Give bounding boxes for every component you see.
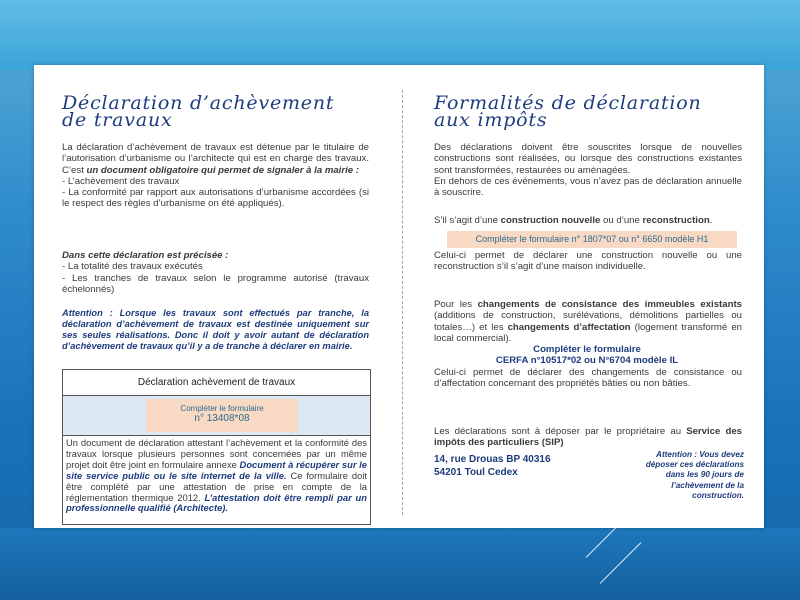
left-bullet: - La totalité des travaux exécutés bbox=[62, 261, 203, 273]
case1-text-e: . bbox=[709, 215, 713, 226]
address-line2: 54201 Toul Cedex bbox=[434, 467, 518, 478]
form1-badge: Compléter le formulaire n° 1807*07 ou n° 6650 modèle H1 bbox=[447, 231, 737, 248]
box-text-c: Ce formulaire doit être complété par une attestation de prise en compte de la réglementation thermique 2012. bbox=[66, 469, 368, 503]
top-band bbox=[0, 0, 800, 70]
form2-line1: Compléter le formulaire bbox=[533, 344, 641, 355]
column-divider bbox=[402, 90, 403, 515]
case2-text-d: changements d’affectation bbox=[507, 321, 631, 333]
right-intro bbox=[434, 142, 742, 198]
right-case1 bbox=[434, 215, 742, 226]
deposit-text-b: Service des impôts des particuliers (SIP) bbox=[434, 426, 743, 449]
left-title-line1: Déclaration d’achèvement bbox=[62, 92, 335, 114]
bottom-band bbox=[0, 528, 800, 600]
form2-description: Celui-ci permet de déclarer des changements de consistance ou d’affectation concernant des propriétés bâties ou non bâties. bbox=[434, 367, 742, 390]
box-text-b: Document à récupérer sur le site service public ou le site internet de la ville. bbox=[66, 458, 367, 481]
right-title bbox=[434, 92, 702, 131]
case2-text-a: Pour les bbox=[434, 299, 478, 310]
case1-text-b: construction nouvelle bbox=[500, 215, 601, 226]
left-bullet: - L’achèvement des travaux bbox=[62, 175, 180, 187]
left-intro bbox=[62, 142, 369, 210]
deposit-info bbox=[434, 426, 742, 449]
deposit-text-a: Les déclarations sont à déposer par le propriétaire au bbox=[434, 426, 687, 437]
form1-description: Celui-ci permet de déclarer une construction nouvelle ou une reconstruction s’il s’agit d’une maison individuelle. bbox=[434, 250, 742, 273]
box-description bbox=[66, 438, 367, 514]
box-text-d: L’attestation doit être rempli par un professionnelle qualifié (Architecte). bbox=[66, 491, 367, 514]
completion-declaration-box bbox=[62, 369, 371, 525]
tax-office-address bbox=[434, 453, 551, 479]
case1-text-d: reconstruction bbox=[642, 215, 710, 226]
case2-text-e: (logement transformé en local commercial). bbox=[434, 321, 742, 344]
form-badge-line1: Compléter le formulaire bbox=[180, 404, 264, 413]
form-badge-line2: n° 13408*08 bbox=[194, 413, 250, 424]
left-title bbox=[62, 92, 335, 131]
form2-reference bbox=[434, 344, 740, 367]
form2-line2: CERFA n°10517*02 ou N°6704 modèle IL bbox=[495, 355, 679, 367]
left-title-line2: de travaux bbox=[62, 109, 173, 131]
case1-text-c: ou d’une bbox=[600, 215, 643, 226]
address-line1: 14, rue Drouas BP 40316 bbox=[434, 454, 551, 465]
left-precise bbox=[62, 250, 369, 295]
right-title-line2: aux impôts bbox=[434, 109, 548, 131]
right-title-line1: Formalités de déclaration bbox=[434, 92, 702, 114]
right-attention: Attention : Vous devez déposer ces déclarations dans les 90 jours de l’achèvement de la construction. bbox=[645, 450, 744, 500]
form-number-badge bbox=[146, 399, 298, 432]
left-attention: Attention : Lorsque les travaux sont effectués par tranche, la déclaration d’achèvement de travaux est destinée uniquement sur ses seules réalisations. Donc il doit y avoir autant de déclaration d’achèvement de travaux qu’il y a de tranche à déclarer en mairie. bbox=[62, 308, 369, 351]
left-intro-text: La déclaration d’achèvement de travaux est détenue par le titulaire de l’autorisation d’urbanisme ou l’architecte qui est en charge des travaux. C’est bbox=[62, 142, 369, 176]
left-intro-emphasis: un document obligatoire qui permet de signaler à la mairie : bbox=[86, 164, 359, 176]
box-header: Déclaration achèvement de travaux bbox=[63, 370, 370, 396]
box-text-a: Un document de déclaration attestant l’achèvement et la conformité des travaux lorsque plusieurs personnes sont concernées par un même projet doit être joint en formulaire annexe bbox=[66, 437, 367, 470]
right-intro-text: Des déclarations doivent être souscrites lorsque de nouvelles constructions sont réalisées, ou lorsque des constructions existantes sont transformées, restaurées ou aménagées. bbox=[434, 142, 742, 176]
right-case2 bbox=[434, 299, 742, 344]
case2-text-b: changements de consistance des immeubles existants bbox=[477, 299, 742, 310]
left-precise-heading: Dans cette déclaration est précisée : bbox=[62, 250, 229, 261]
left-bullet: - La conformité par rapport aux autorisations d’urbanisme accordées (si le respect des règles d’urbanisme on été appliqués). bbox=[62, 187, 369, 210]
case1-text-a: S’il s’agit d’une bbox=[434, 215, 501, 226]
document-page bbox=[34, 65, 764, 528]
case2-text-c: (additions de construction, surélévations, démolitions partielles ou totales…) et les bbox=[434, 310, 742, 333]
left-bullet: - Les tranches de travaux selon le programme autorisé (travaux échelonnés) bbox=[62, 272, 369, 295]
right-intro-text2: En dehors de ces événements, vous n’avez pas de déclaration annuelle à souscrire. bbox=[434, 175, 742, 199]
